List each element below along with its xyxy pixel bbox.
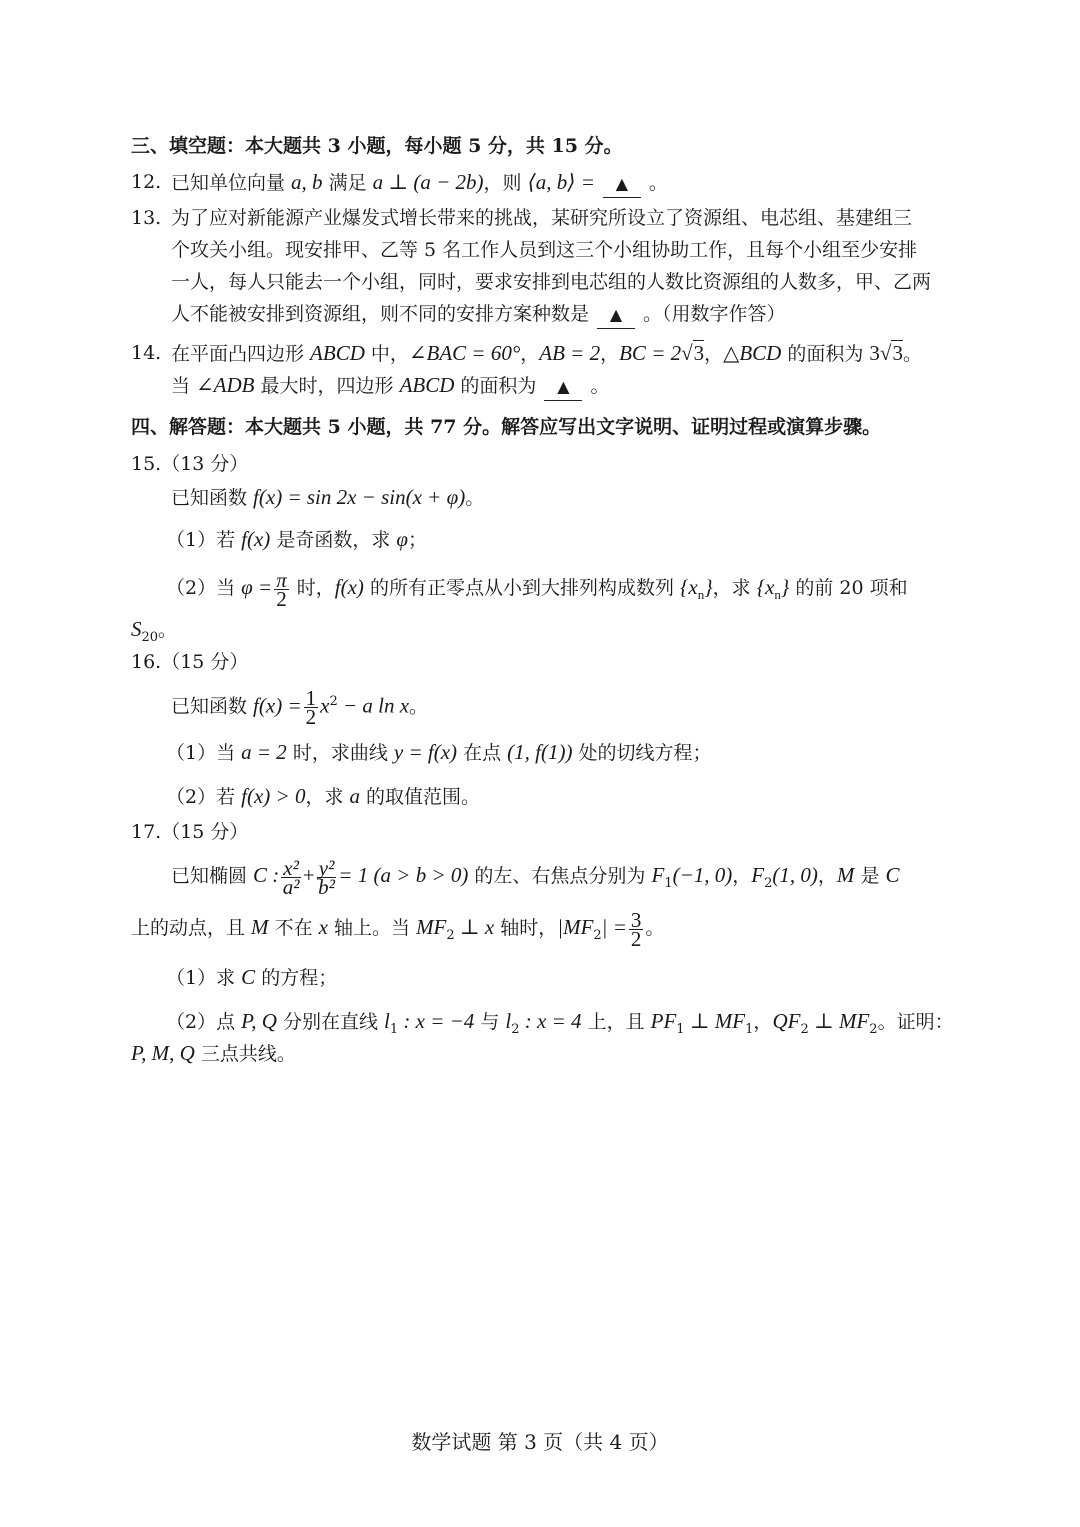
question-14: 14. 在平面凸四边形 ABCD 中，∠BAC = 60°，AB = 2，BC = 2√3，△BCD 的面积为 3√3。	[0, 336, 1080, 370]
answer-blank: ▲	[597, 302, 635, 329]
fraction: $\frac{3}{2}$	[630, 907, 642, 951]
question-17-part2-line2: P, M, Q 三点共线。	[131, 1041, 296, 1065]
question-16-part2: （2）若 f(x) > 0，求 a 的取值范围。	[166, 784, 481, 808]
question-12: 12. 已知单位向量 a, b 满足 a ⊥ (a − 2b)，则 ⟨a, b⟩ = ▲ 。	[0, 165, 1080, 199]
question-13: 13. 为了应对新能源产业爆发式增长带来的挑战，某研究所设立了资源组、电芯组、基建组三	[0, 201, 1080, 235]
question-score: （13 分）	[161, 453, 249, 475]
fraction: $\frac{\pi}{2}$	[276, 567, 287, 611]
fraction: $\frac{1}{2}$	[305, 685, 317, 729]
page-footer: 数学试题 第 3 页（共 4 页）	[411, 1430, 669, 1454]
answer-blank: ▲	[603, 171, 641, 198]
answer-blank: ▲	[544, 374, 582, 401]
question-17-part1: （1）求 C 的方程；	[166, 965, 338, 989]
question-13-line4: 人不能被安排到资源组，则不同的安排方案种数是 ▲ 。（用数字作答）	[0, 297, 1080, 331]
question-number: 17.	[131, 821, 162, 843]
question-15-part2-line2: $S_{20}$。	[131, 617, 178, 645]
question-score: （15 分）	[161, 651, 249, 673]
fraction: $\frac{\text{x²}}{\text{a²}}$	[282, 855, 300, 899]
question-number: 16.	[131, 651, 162, 673]
fraction: $\frac{\text{y²}}{\text{b²}}$	[318, 855, 335, 899]
question-17-intro-line2: 上的动点，且 M 不在 x 轴上。当 $MF_2$ ⊥ x 轴时，$|MF_2|$ = $\frac{3}{2}$ 。	[131, 907, 665, 951]
section3-heading: 三、填空题：本大题共 3 小题，每小题 5 分，共 15 分。	[131, 135, 623, 157]
question-number: 14.	[131, 342, 162, 364]
question-13-line2: 个攻关小组。现安排甲、乙等 5 名工作人员到这三个小组协助工作，且每个小组至少安排	[171, 239, 918, 261]
question-16-part1: （1）当 a = 2 时，求曲线 y = f(x) 在点 (1, f(1)) 处的切线方程；	[166, 740, 712, 764]
question-number: 12.	[131, 171, 162, 193]
section4-heading: 四、解答题：本大题共 5 小题，共 77 分。解答应写出文字说明、证明过程或演算步骤。	[131, 416, 882, 438]
question-number: 13.	[131, 207, 162, 229]
question-15-part2: （2）当 φ = $\frac{\pi}{2}$ 时，f(x) 的所有正零点从小到大排列构成数列 $\{x_n\}$，求 $\{x_n\}$ 的前 20 项和	[166, 567, 908, 611]
question-15	[0, 447, 1080, 481]
question-16	[0, 645, 1080, 679]
question-14-line2: 当 ∠ADB 最大时，四边形 ABCD 的面积为 ▲ 。	[0, 368, 1080, 402]
question-15-part1: （1）若 f(x) 是奇函数，求 φ；	[166, 527, 428, 551]
question-13-line3: 一人，每人只能去一个小组，同时，要求安排到电芯组的人数比资源组的人数多，甲、乙两	[171, 271, 932, 293]
question-17-part2: （2）点 P, Q 分别在直线 $l_1$ : x = −4 与 $l_2$ : x = 4 上，且 $PF_1$ ⊥ $MF_1$，$QF_2$ ⊥ $MF_2$。证明：	[166, 1009, 954, 1037]
question-16-intro: 已知函数 f(x) = $\frac{1}{2}$ $x^2 - a$ ln x。	[171, 685, 429, 729]
question-17-intro: 已知椭圆 C : $\frac{\text{x²}}{\text{a²}}$ + $\frac{\text{y²}}{\text{b²}}$ = 1 (a > b > 0) 的左、右焦点分别为 $F_1(-1$, 0)，$F_2(1$, 0)，M 是 C	[171, 855, 900, 899]
question-score: （15 分）	[161, 821, 249, 843]
question-17	[0, 815, 1080, 849]
question-15-intro: 已知函数 f(x) = sin 2x − sin(x + φ)。	[171, 485, 485, 509]
question-number: 15.	[131, 453, 162, 475]
